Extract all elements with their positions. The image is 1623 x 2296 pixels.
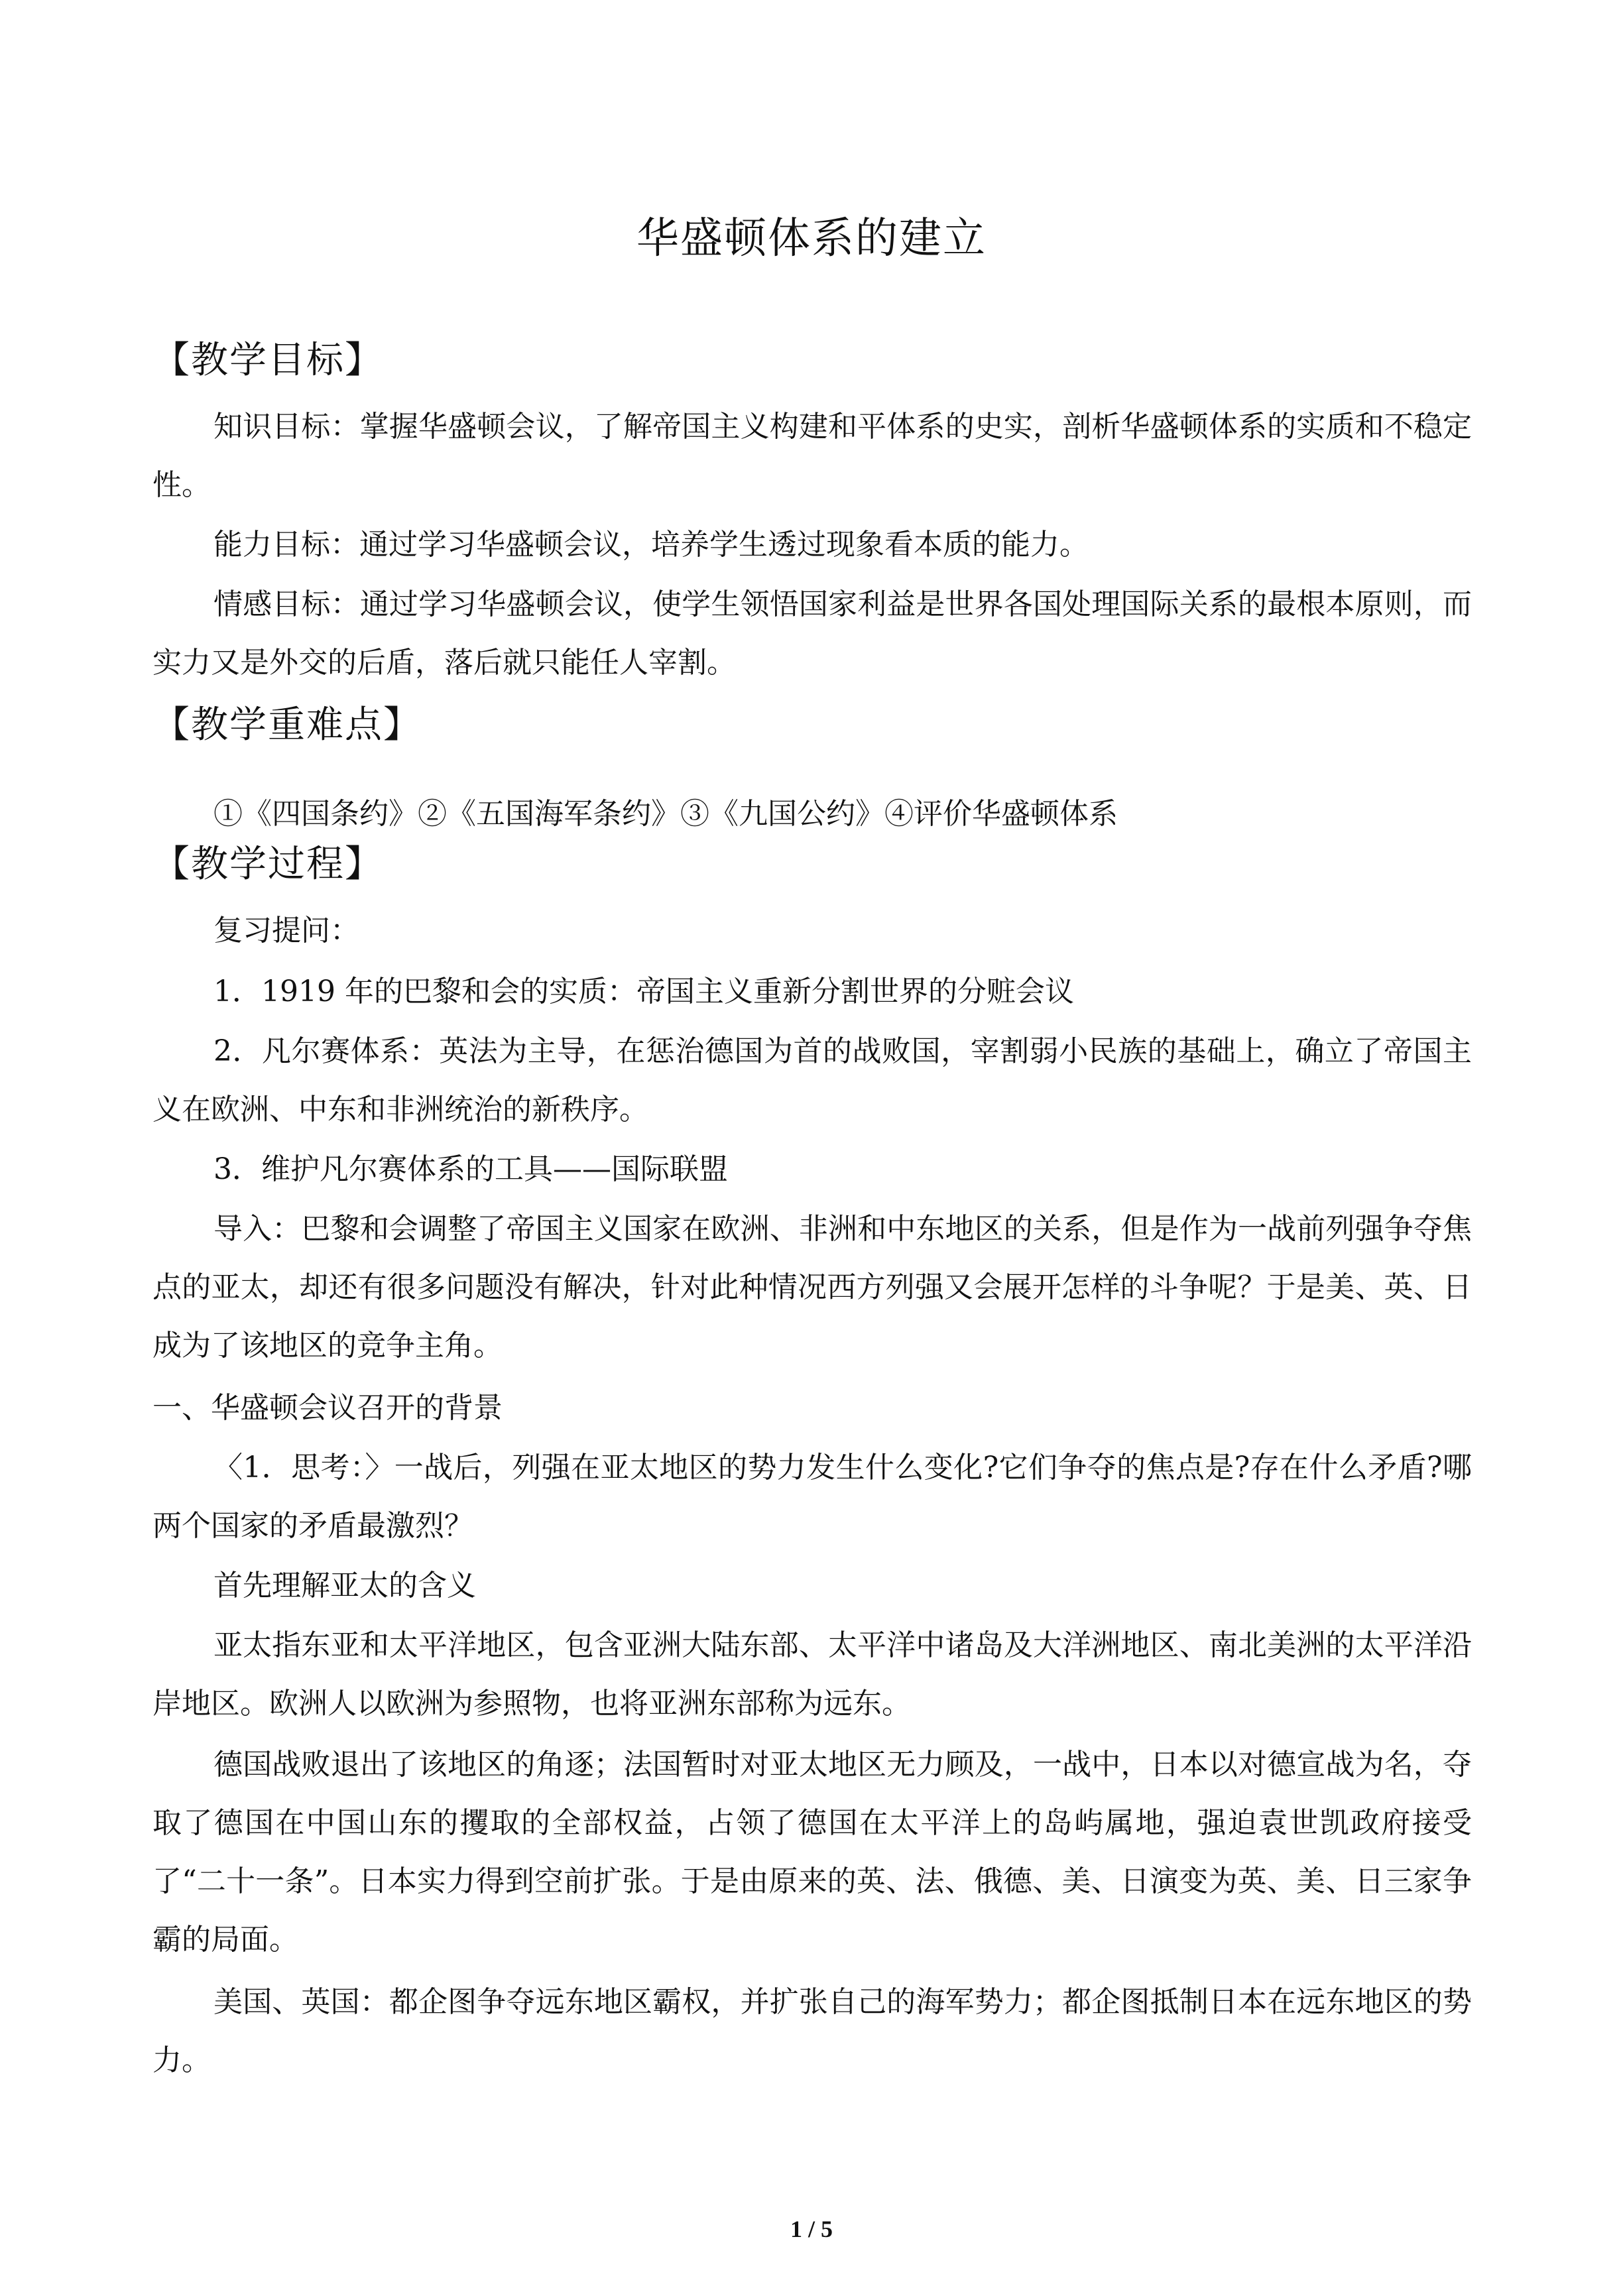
paragraph-asia-pacific: 亚太指东亚和太平洋地区，包含亚洲大陆东部、太平洋中诸岛及大洋洲地区、南北美洲的太平洋沿岸地区。欧洲人以欧洲为参照物，也将亚洲东部称为远东。 bbox=[152, 1628, 1472, 1721]
paragraph-intro: 导入：巴黎和会调整了帝国主义国家在欧洲、非洲和中东地区的关系，但是作为一战前列强争夺焦点的亚太，却还有很多问题没有解决，针对此种情况西方列强又会展开怎样的斗争呢？于是美、英、日成为了该地区的竞争主角。 bbox=[152, 1212, 1472, 1362]
paragraph-review-2: 2．凡尔赛体系：英法为主导，在惩治德国为首的战败国，宰割弱小民族的基础上，确立了帝国主义在欧洲、中东和非洲统治的新秩序。 bbox=[152, 1034, 1472, 1126]
paragraph-review-3: 3．维护凡尔赛体系的工具——国际联盟 bbox=[213, 1152, 728, 1186]
document-title: 华盛顿体系的建立 bbox=[636, 214, 987, 263]
paragraph-us-uk: 美国、英国：都企图争夺远东地区霸权，并扩张自己的海军势力；都企图抵制日本在远东地区的势力。 bbox=[152, 1985, 1472, 2077]
paragraph-keypoints: ①《四国条约》②《五国海军条约》③《九国公约》④评价华盛顿体系 bbox=[213, 797, 1118, 831]
paragraph-understand: 首先理解亚太的含义 bbox=[213, 1569, 476, 1602]
section-heading-keypoints: 【教学重难点】 bbox=[152, 703, 422, 747]
section-heading-process: 【教学过程】 bbox=[152, 843, 383, 886]
paragraph-review-1: 1．1919 年的巴黎和会的实质：帝国主义重新分割世界的分赃会议 bbox=[213, 975, 1074, 1008]
paragraph-germany: 德国战败退出了该地区的角逐；法国暂时对亚太地区无力顾及，一战中，日本以对德宣战为名，夺取了德国在中国山东的攫取的全部权益，占领了德国在太平洋上的岛屿属地，强迫袁世凯政府接受了“二十一条”。日本实力得到空前扩张。于是由原来的英、法、俄德、美、日演变为英、美、日三家争霸的局面。 bbox=[152, 1748, 1472, 1957]
page-number: 1 / 5 bbox=[790, 2216, 833, 2242]
paragraph-knowledge-objective: 知识目标：掌握华盛顿会议，了解帝国主义构建和平体系的史实，剖析华盛顿体系的实质和不稳定性。 bbox=[152, 410, 1472, 502]
part-heading-background: 一、华盛顿会议召开的背景 bbox=[152, 1391, 503, 1425]
paragraph-emotion-objective: 情感目标：通过学习华盛顿会议，使学生领悟国家利益是世界各国处理国际关系的最根本原则，而实力又是外交的后盾，落后就只能任人宰割。 bbox=[152, 587, 1472, 680]
paragraph-review-label: 复习提问： bbox=[213, 914, 359, 947]
section-heading-objectives: 【教学目标】 bbox=[152, 339, 383, 382]
paragraph-think-1: 〈1．思考：〉一战后，列强在亚太地区的势力发生什么变化?它们争夺的焦点是?存在什么矛盾?哪两个国家的矛盾最激烈？ bbox=[152, 1451, 1472, 1543]
paragraph-ability-objective: 能力目标：通过学习华盛顿会议，培养学生透过现象看本质的能力。 bbox=[213, 528, 1089, 562]
